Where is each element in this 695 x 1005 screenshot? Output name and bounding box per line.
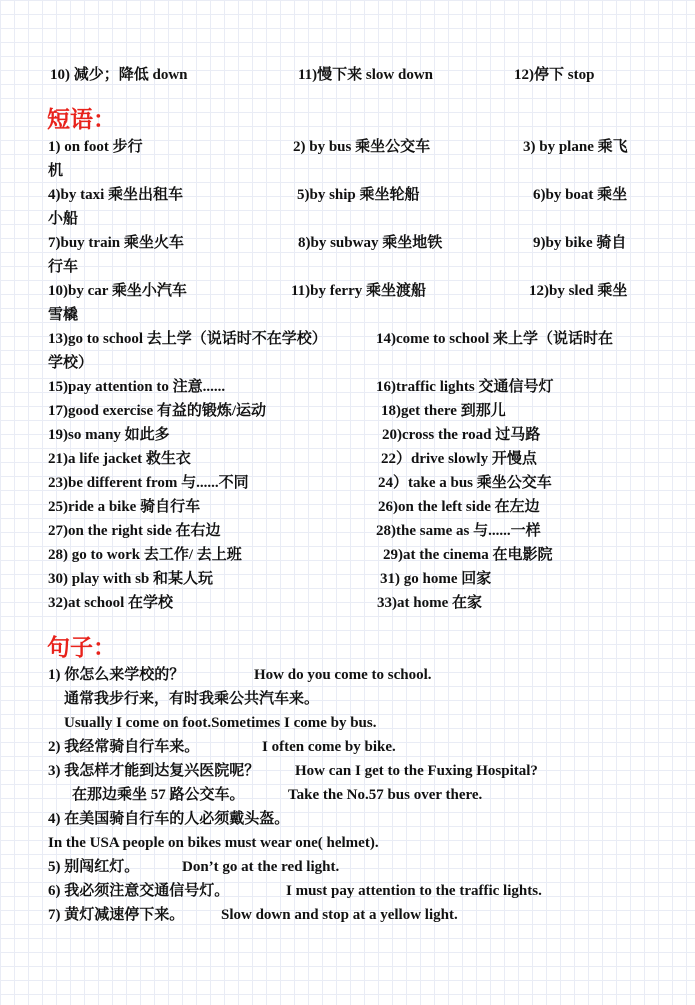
phrase-item: 3) by plane 乘飞 — [523, 139, 628, 155]
phrase-wrap-text: 机 — [48, 163, 64, 179]
sentence-en: Usually I come on foot.Sometimes I come by bus. — [64, 715, 377, 731]
phrase-item: 28) go to work 去工作/ 去上班 — [48, 547, 242, 563]
sentence-cn: 7) 黄灯减速停下来。 — [48, 907, 185, 923]
phrase-wrap-text: 雪橇 — [48, 307, 79, 323]
phrase-item: 31) go home 回家 — [380, 571, 492, 587]
phrase-item: 6)by boat 乘坐 — [533, 187, 628, 203]
phrase-item: 18)get there 到那儿 — [381, 403, 506, 419]
sentence-cn: 1) 你怎么来学校的？ — [48, 667, 185, 683]
phrase-item: 24）take a bus 乘坐公交车 — [378, 475, 552, 491]
phrase-item: 23)be different from 与......不同 — [48, 475, 249, 491]
phrase-item: 19)so many 如此多 — [48, 427, 170, 443]
phrase-item: 2) by bus 乘坐公交车 — [293, 139, 431, 155]
sentence-en: In the USA people on bikes must wear one( helmet). — [48, 835, 379, 851]
sentence-en: How do you come to school. — [254, 667, 432, 683]
phrase-item: 32)at school 在学校 — [48, 595, 173, 611]
phrase-item: 26)on the left side 在左边 — [378, 499, 540, 515]
sentence-cn: 4) 在美国骑自行车的人必须戴头盔。 — [48, 811, 290, 827]
phrase-item: 16)traffic lights 交通信号灯 — [376, 379, 554, 395]
phrase-item: 10)by car 乘坐小汽车 — [48, 283, 187, 299]
phrase-item: 28)the same as 与......一样 — [376, 523, 541, 539]
phrase-item: 29)at the cinema 在电影院 — [383, 547, 553, 563]
sentence-cn: 5) 别闯红灯。 — [48, 859, 140, 875]
phrase-item: 12)by sled 乘坐 — [529, 283, 628, 299]
phrase-item: 15)pay attention to 注意...... — [48, 379, 226, 395]
phrase-item: 11)by ferry 乘坐渡船 — [291, 283, 426, 299]
phrase-wrap-text: 行车 — [48, 259, 79, 275]
phrase-item: 14)come to school 来上学（说话时在 — [376, 331, 614, 347]
vocab-item-10: 10) 减少；降低 down — [50, 67, 188, 83]
sentence-en: I often come by bike. — [262, 739, 396, 755]
phrase-item: 22）drive slowly 开慢点 — [381, 451, 537, 467]
vocab-item-11: 11)慢下来 slow down — [298, 67, 434, 83]
sentence-en: Slow down and stop at a yellow light. — [221, 907, 458, 923]
phrase-wrap-text: 小船 — [48, 211, 79, 227]
sentences-heading: 句子： — [47, 635, 116, 660]
phrase-item: 1) on foot 步行 — [48, 139, 143, 155]
sentence-cn: 通常我步行来，有时我乘公共汽车来。 — [64, 691, 320, 707]
phrase-wrap-text: 学校） — [48, 355, 94, 371]
sentence-en: Take the No.57 bus over there. — [288, 787, 483, 803]
phrase-item: 27)on the right side 在右边 — [48, 523, 221, 539]
phrase-item: 13)go to school 去上学（说话时不在学校） — [48, 331, 327, 347]
sentence-cn: 3) 我怎样才能到达复兴医院呢？ — [48, 763, 260, 779]
phrase-item: 20)cross the road 过马路 — [382, 427, 541, 443]
phrase-item: 4)by taxi 乘坐出租车 — [48, 187, 184, 203]
sentence-en: How can I get to the Fuxing Hospital? — [295, 763, 538, 779]
sentence-cn: 2) 我经常骑自行车来。 — [48, 739, 200, 755]
phrase-item: 9)by bike 骑自 — [533, 235, 627, 251]
vocab-item-12: 12)停下 stop — [514, 67, 595, 83]
sentence-en: Don’t go at the red light. — [182, 859, 340, 875]
phrase-item: 30) play with sb 和某人玩 — [48, 571, 214, 587]
phrase-item: 21)a life jacket 救生衣 — [48, 451, 191, 467]
phrase-item: 33)at home 在家 — [377, 595, 482, 611]
phrases-heading: 短语： — [47, 107, 116, 132]
phrase-item: 5)by ship 乘坐轮船 — [297, 187, 420, 203]
phrase-item: 7)buy train 乘坐火车 — [48, 235, 184, 251]
phrase-item: 17)good exercise 有益的锻炼/运动 — [48, 403, 267, 419]
sentence-en: I must pay attention to the traffic lights. — [286, 883, 542, 899]
sentence-cn: 6) 我必须注意交通信号灯。 — [48, 883, 230, 899]
phrase-item: 25)ride a bike 骑自行车 — [48, 499, 201, 515]
phrase-item: 8)by subway 乘坐地铁 — [298, 235, 443, 251]
sentence-cn: 在那边乘坐 57 路公交车。 — [72, 787, 245, 803]
